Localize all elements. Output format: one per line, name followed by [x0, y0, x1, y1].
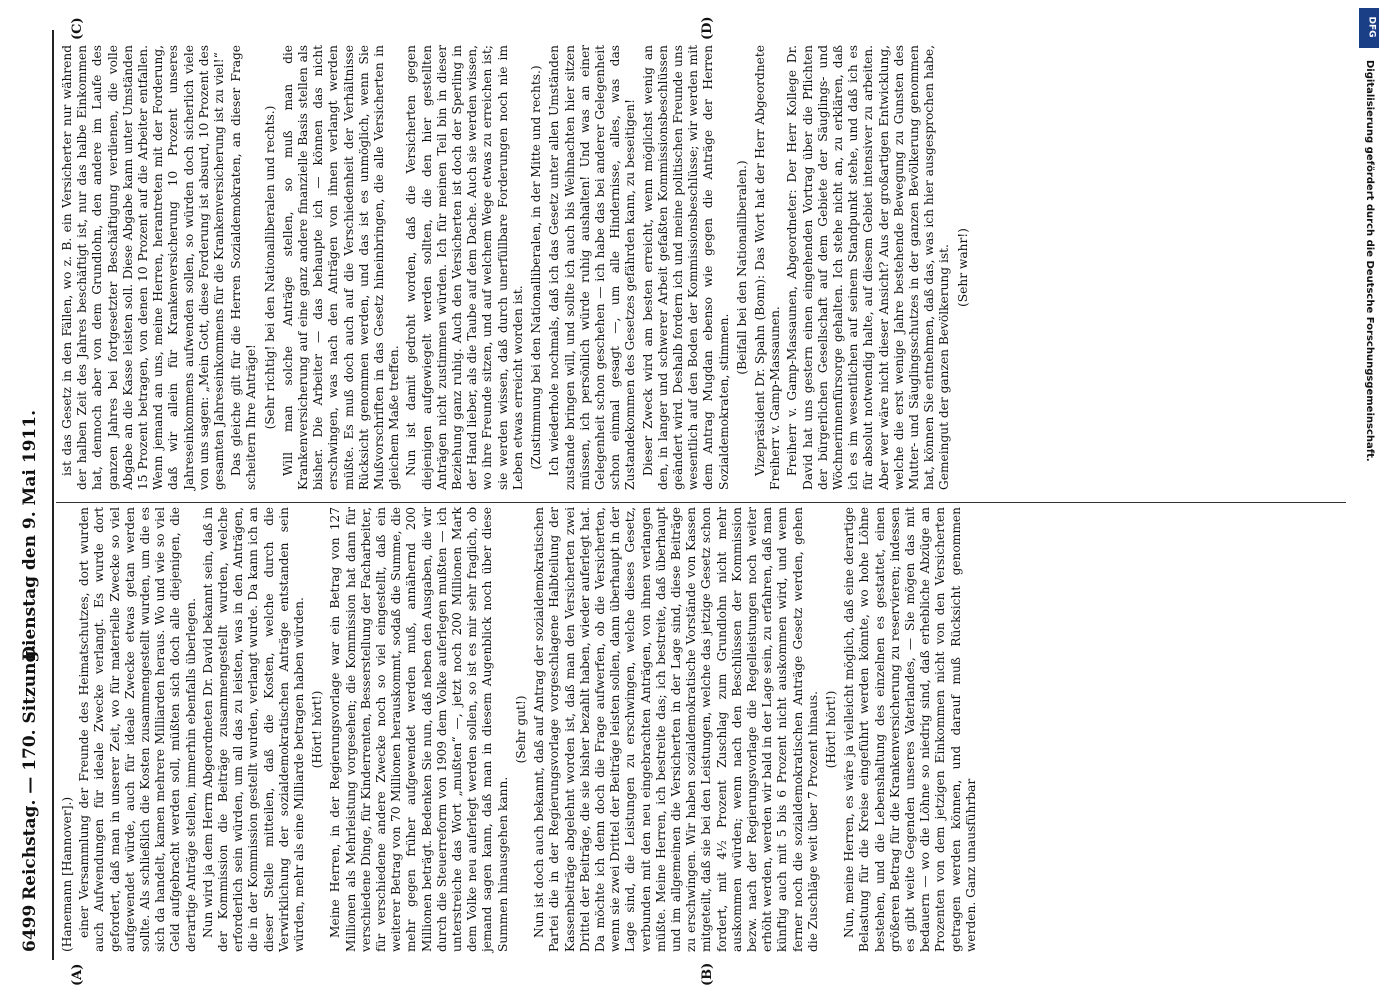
- paragraph: Nun wird ja dem Herrn Abgeordneten Dr. David bekannt sein, daß in der Kommission die Beiträge zusammengestellt wurden, welche erforderlich sein würden, um all das zu leisten, was in den Anträgen, die in der Kommission gestellt wurden, verlangt wurde. Da kann ich an dieser Stelle mitteilen, daß die Kosten, welche durch die Verwirklichung der sozialdemokratischen Anträge entstanden sein würden, mehr als eine Milliarde betragen haben würden.: [200, 507, 307, 952]
- digitization-credit: [1359, 10, 1377, 830]
- paragraph: Nun ist doch auch bekannt, daß auf Antrag der sozialdemokratischen Partei die in der Regierungsvorlage vorgeschlagene Halbteilung der Kassenbeiträge abgelehnt worden ist, daß man den Versicherten zwei Drittel der Beiträge, die sie bisher bezahlt haben, wieder auferlegt hat. Da möchte ich denn doch die Frage aufwerfen, ob die Versicherten, wenn sie zwei Drittel der Beiträge leisten sollen, dann überhaupt in der Lage sind, die Leistungen zu erschwingen, welche dieses Gesetz, verbunden mit den neu eingebrachten Anträgen, von ihnen verlangen müßte. Meine Herren, ich bestreite das; ich bestreite, daß überhaupt und im allgemeinen die Versicherten in der Lage sind, diese Beiträge zu erschwingen. Wir haben sozialdemokratische Vorstände von Kassen mitgeteilt, daß sie bei den Leistungen, welche das jetzige Gesetz schon fordert, mit 4½ Prozent Zuschlag zum Grundlohn nicht mehr auskommen würden; wenn nach den Beschlüssen der Kommission bezw. nach der Regierungsvorlage die Regelleistungen noch weiter erhöht werden, werden wir bald in der Lage sein, zu erfahren, daß man künftig auch mit 5 bis 6 Prozent nicht auskommen wird, und wenn ferner noch die sozialdemokratischen Anträge Gesetz werden, gehen die Zuschläge weit über 7 Prozent hinaus.: [532, 507, 820, 952]
- paragraph: Nun ist damit gedroht worden, daß die Versicherten gegen diejenigen aufgewiegelt werden sollten, die den hier gestellten Anträgen nicht zustimmen würden. Ich für meinen Teil bin in dieser Beziehung ganz ruhig. Auch den Versicherten ist doch der Sperling in der Hand lieber, als die Taube auf dem Dache. Auch sie werden wissen, wo ihre Freunde sitzen, und auf welchem Wege etwas zu erreichen ist; sie werden wissen, daß durch unerfüllbare Forderungen noch nie im Leben etwas erreicht worden ist.: [404, 45, 525, 490]
- paragraph: einer Versammlung der Freunde des Heimatschutzes, dort wurden auch Aufwendungen für ideale Zwecke verlangt. Es wurde dort gefordert, daß man in unserer Zeit, wo für materielle Zwecke so viel aufgewendet würde, auch für ideale Zwecke etwas getan werden sollte. Als schließlich die Kosten zusammengestellt wurden, um die es sich da handelt, kamen mehrere Milliarden heraus. Wo und wie so viel Geld aufgebracht werden soll, müßten sich doch alle diejenigen, die derartige Anträge stellen, immerhin ebenfalls überlegen.: [77, 507, 198, 952]
- interjection: (Beifall bei den Nationalliberalen.): [734, 160, 749, 375]
- speaker-line: (Hanemann [Hannover].): [60, 796, 74, 952]
- interjection: (Sehr gut!): [513, 695, 528, 764]
- header-center: Dienstag den 9. Mai 1911.: [20, 410, 40, 661]
- interjection: (Sehr wahr!): [955, 228, 970, 307]
- interjection: (Hört! hört!): [823, 690, 838, 769]
- page-header: [14, 30, 48, 960]
- paragraph: Freiherr v. Gamp-Massaunen, Abgeordneter: Der Herr Kollege Dr. David hat uns gestern einen eingehenden Vortrag über die Pflichten der bürgerlichen Gesellschaft auf dem Gebiete der Säuglings- und Wöchnerinnenfürsorge gehalten. Ich stehe nicht an, zu erklären, daß ich es im wesentlichen auf seinem Standpunkt stehe, und daß ich es für absolut notwendig halte, auf diesem Gebiet intensiver zu arbeiten. Aber wer wäre nicht dieser Ansicht? Aus der großartigen Entwicklung, welche die erst wenige Jahre bestehende Bewegung zu Gunsten des Mutter- und Säuglingsschutzes in der ganzen Bevölkerung genommen hat, können Sie entnehmen, daß das, was ich hier ausgesprochen habe, Gemeingut der ganzen Bevölkerung ist.: [785, 45, 952, 490]
- interjection: (Hört! hört!): [310, 690, 325, 769]
- paragraph: Ich wiederhole nochmals, daß ich das Gesetz unter allen Umständen zustande bringen will, und sollte ich auch bis Weihnachten hier sitzen müssen, ich persönlich würde ruhig aushalten! Und was an einer Gelegenheit schon geschehen — ich habe das bei anderer Gelegenheit schon einmal gesagt —, um alle Hindernisse, alles, was das Zustandekommen des Gesetzes gefährden kann, zu beseitigen!: [547, 45, 638, 490]
- margin-letter-b: (B): [700, 962, 715, 986]
- margin-letter-a: (A): [70, 963, 85, 986]
- interjection: (Zustimmung bei den Nationalliberalen, in der Mitte und rechts.): [529, 65, 544, 470]
- paragraph: ist das Gesetz in den Fällen, wo z. B. ein Versicherter nur während der halben Zeit des Jahres beschäftigt ist, nur das halbe Einkommen hat, dennoch aber von dem Grundlohn, den andere im Laufe des ganzen Jahres bei fortgesetzter Beschäftigung verdienen, die volle Abgabe an die Kasse leisten soll. Diese Abgabe kann unter Umständen 15 Prozent betragen, von denen 10 Prozent auf die Arbeiter entfallen. Wenn jemand an uns, meine Herren, herantreten mit der Forderung, daß wir allein für Krankenversicherung 10 Prozent unseres Jahreseinkommens aufwenden sollen, so würden doch sicherlich viele von uns sagen: „Mein Gott, diese Forderung ist absurd, 10 Prozent des gesamten Jahreseinkommens für die Krankenversicherung ist zu viel!“: [60, 45, 227, 490]
- column-divider: [56, 502, 1346, 503]
- margin-letter-d: (D): [700, 16, 715, 40]
- margin-letter-c: (C): [70, 17, 85, 40]
- paragraph: Nun, meine Herren, es wäre ja vielleicht möglich, daß eine derartige Belastung für die Kreise eingeführt werden könnte, wo hohe Löhne bestehen, und die Lebenshaltung des einzelnen es gestattet, einen größeren Betrag für die Krankenversicherung zu reservieren; indessen es gibt weite Gegenden unseres Vaterlandes, — Sie mögen das mit bedauern — wo die Löhne so niedrig sind, daß erhebliche Abzüge an Prozenten von dem jetzigen Einkommen nicht von den Versicherten getragen werden können, und darauf muß Rücksicht genommen werden. Ganz unausführbar: [842, 507, 978, 952]
- left-column: [60, 507, 981, 952]
- paragraph: Vizepräsident Dr. Spahn (Bonn): Das Wort hat der Herr Abgeordnete Freiherr v. Gamp-Massaunen.: [752, 45, 783, 490]
- credit-text: Digitalisierung gefördert durch die Deutsche Forschungsgemeinschaft.: [1364, 60, 1375, 462]
- interjection: (Sehr richtig! bei den Nationalliberalen und rechts.): [262, 105, 277, 430]
- dfg-logo: DFG: [1359, 8, 1379, 48]
- paragraph: Will man solche Anträge stellen, so muß man die Krankenversicherung auf eine ganz andere finanzielle Basis stellen als bisher. Die Arbeiter — das behaupte ich — können das nicht erschwingen, was nach den Anträgen von ihnen verlangt werden müßte. Es muß doch auch auf die Verschiedenheit der Verhältnisse Rücksicht genommen werden, und das ist es unmöglich, wenn Sie Mußvorschriften in das Gesetz hineinbringen, die alle Versicherten in gleichem Maße treffen.: [280, 45, 402, 490]
- header-rule: [52, 30, 54, 960]
- header-left: Reichstag. — 170. Sitzung.: [20, 644, 40, 900]
- right-column: [60, 45, 974, 490]
- paragraph: Das gleiche gilt für die Herren Sozialdemokraten, an dieser Frage scheitern Ihre Anträge!: [229, 45, 259, 490]
- page-number: 6499: [20, 904, 40, 952]
- paragraph: Dieser Zweck wird am besten erreicht, wenn möglichst wenig an den, in langer und schwerer Arbeit gefaßten Kommissionsbeschlüssen geändert wird. Deshalb fordern ich und meine politischen Freunde uns wesentlich auf den Boden der Kommissionsbeschlüsse; wir werden mit dem Antrag Mugdan ebenso wie gegen die Anträge der Herren Sozialdemokraten, stimmen.: [640, 45, 731, 490]
- paragraph: Meine Herren, in der Regierungsvorlage war ein Betrag von 127 Millionen als Mehrleistung vorgesehen; die Kommission hat dann für verschiedene Dinge, für Kinderrenten, Besserstellung der Facharbeiter, für verschiedene andere Zwecke noch so viel eingestellt, daß ein weiterer Betrag von 70 Millionen herauskommt, sodaß die Summe, die mehr gegen früher aufgewendet werden muß, annähernd 200 Millionen beträgt. Bedenken Sie nun, daß neben den Ausgaben, die wir durch die Steuerreform von 1909 dem Volke auferlegen mußten — ich unterstreiche das Wort „mußten“ —, jetzt noch 200 Millionen Mark dem Volke neu auferlegt werden sollen, so ist es mir sehr fraglich, ob jemand sagen kann, daß man in diesem Augenblick noch über diese Summen hinausgehen kann.: [328, 507, 510, 952]
